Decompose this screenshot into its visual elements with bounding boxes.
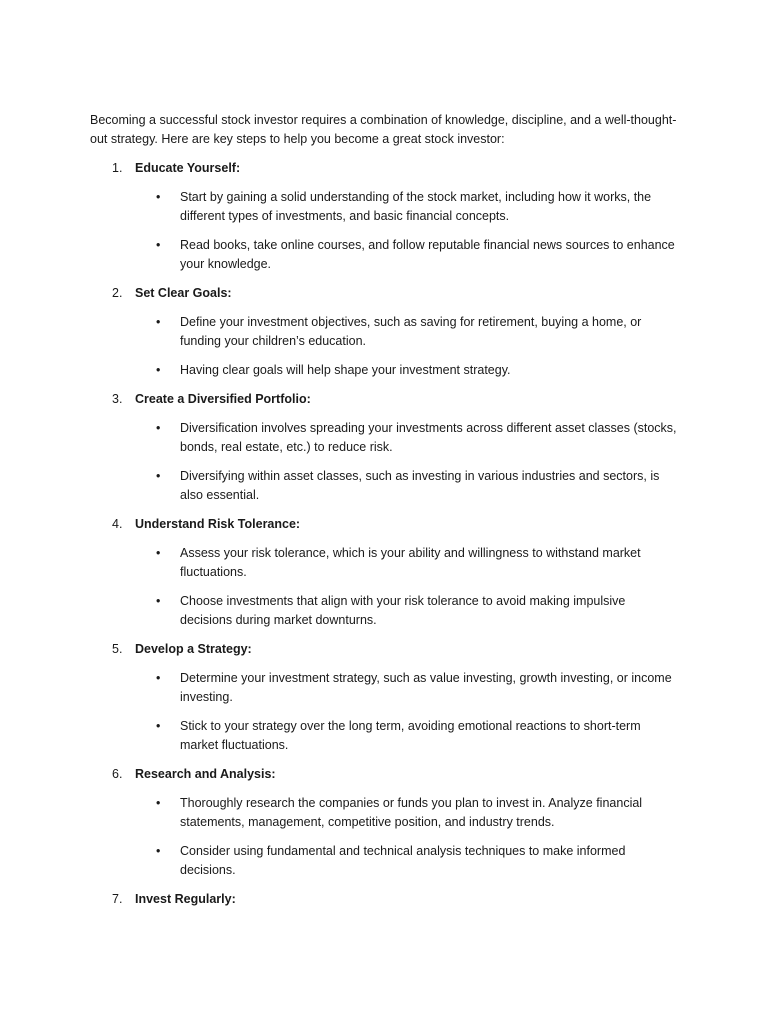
step-title: Invest Regularly: bbox=[135, 892, 236, 906]
bullet-text: Determine your investment strategy, such as value investing, growth investing, or income investing. bbox=[180, 671, 672, 704]
step-title: Develop a Strategy: bbox=[135, 642, 252, 656]
bullet-text: Stick to your strategy over the long term, avoiding emotional reactions to short-term market fluctuations. bbox=[180, 719, 641, 752]
bullet-icon: • bbox=[156, 844, 161, 858]
step-item bbox=[90, 159, 690, 274]
bullet-list bbox=[90, 419, 690, 505]
intro-paragraph: Becoming a successful stock investor requires a combination of knowledge, discipline, and a well-thought-out strategy. Here are key steps to help you become a great stock investor: bbox=[90, 113, 677, 146]
bullet-list bbox=[90, 544, 690, 630]
bullet-icon: • bbox=[156, 190, 161, 204]
bullet-list bbox=[90, 794, 690, 880]
step-item bbox=[90, 640, 690, 755]
bullet-icon: • bbox=[156, 796, 161, 810]
step-number: 5. bbox=[112, 642, 123, 656]
bullet-icon: • bbox=[156, 315, 161, 329]
bullet-icon: • bbox=[156, 719, 161, 733]
document-body bbox=[90, 111, 690, 919]
bullet-icon: • bbox=[156, 363, 161, 377]
step-title: Educate Yourself: bbox=[135, 161, 241, 175]
bullet-item bbox=[90, 419, 690, 457]
bullet-item bbox=[90, 236, 690, 274]
bullet-text: Thoroughly research the companies or funds you plan to invest in. Analyze financial statements, management, competitive position, and industry trends. bbox=[180, 796, 643, 829]
bullet-text: Having clear goals will help shape your investment strategy. bbox=[180, 363, 511, 377]
step-number: 7. bbox=[112, 892, 123, 906]
step-number: 2. bbox=[112, 286, 123, 300]
step-number: 1. bbox=[112, 161, 123, 175]
bullet-item bbox=[90, 794, 690, 832]
bullet-item bbox=[90, 842, 690, 880]
bullet-text: Read books, take online courses, and follow reputable financial news sources to enhance your knowledge. bbox=[180, 238, 675, 271]
bullet-icon: • bbox=[156, 238, 161, 252]
bullet-item bbox=[90, 669, 690, 707]
bullet-text: Define your investment objectives, such as saving for retirement, buying a home, or funding your children’s education. bbox=[180, 315, 642, 348]
step-number: 4. bbox=[112, 517, 123, 531]
bullet-icon: • bbox=[156, 671, 161, 685]
bullet-icon: • bbox=[156, 421, 161, 435]
bullet-icon: • bbox=[156, 546, 161, 560]
bullet-item bbox=[90, 717, 690, 755]
bullet-text: Consider using fundamental and technical analysis techniques to make informed decisions. bbox=[180, 844, 626, 877]
steps-list bbox=[90, 159, 690, 909]
bullet-item bbox=[90, 544, 690, 582]
step-heading bbox=[90, 159, 690, 178]
bullet-list bbox=[90, 669, 690, 755]
step-title: Research and Analysis: bbox=[135, 767, 276, 781]
step-title: Understand Risk Tolerance: bbox=[135, 517, 301, 531]
step-heading bbox=[90, 890, 690, 909]
bullet-item bbox=[90, 467, 690, 505]
bullet-icon: • bbox=[156, 469, 161, 483]
step-number: 6. bbox=[112, 767, 123, 781]
step-item bbox=[90, 284, 690, 380]
bullet-list bbox=[90, 313, 690, 380]
bullet-item bbox=[90, 188, 690, 226]
bullet-text: Diversifying within asset classes, such as investing in various industries and sectors, is also essential. bbox=[180, 469, 660, 502]
bullet-item bbox=[90, 361, 690, 380]
bullet-icon: • bbox=[156, 594, 161, 608]
bullet-text: Assess your risk tolerance, which is your ability and willingness to withstand market fluctuations. bbox=[180, 546, 641, 579]
step-item bbox=[90, 765, 690, 880]
bullet-text: Choose investments that align with your risk tolerance to avoid making impulsive decisions during market downturns. bbox=[180, 594, 626, 627]
step-title: Set Clear Goals: bbox=[135, 286, 232, 300]
bullet-text: Diversification involves spreading your investments across different asset classes (stocks, bonds, real estate, etc.) to reduce risk. bbox=[180, 421, 677, 454]
step-title: Create a Diversified Portfolio: bbox=[135, 392, 311, 406]
step-item bbox=[90, 890, 690, 909]
bullet-item bbox=[90, 313, 690, 351]
step-heading bbox=[90, 284, 690, 303]
bullet-item bbox=[90, 592, 690, 630]
step-heading bbox=[90, 515, 690, 534]
step-item bbox=[90, 515, 690, 630]
step-heading bbox=[90, 765, 690, 784]
step-item bbox=[90, 390, 690, 505]
step-heading bbox=[90, 390, 690, 409]
step-heading bbox=[90, 640, 690, 659]
step-number: 3. bbox=[112, 392, 123, 406]
bullet-text: Start by gaining a solid understanding of the stock market, including how it works, the different types of investments, and basic financial concepts. bbox=[180, 190, 652, 223]
bullet-list bbox=[90, 188, 690, 274]
